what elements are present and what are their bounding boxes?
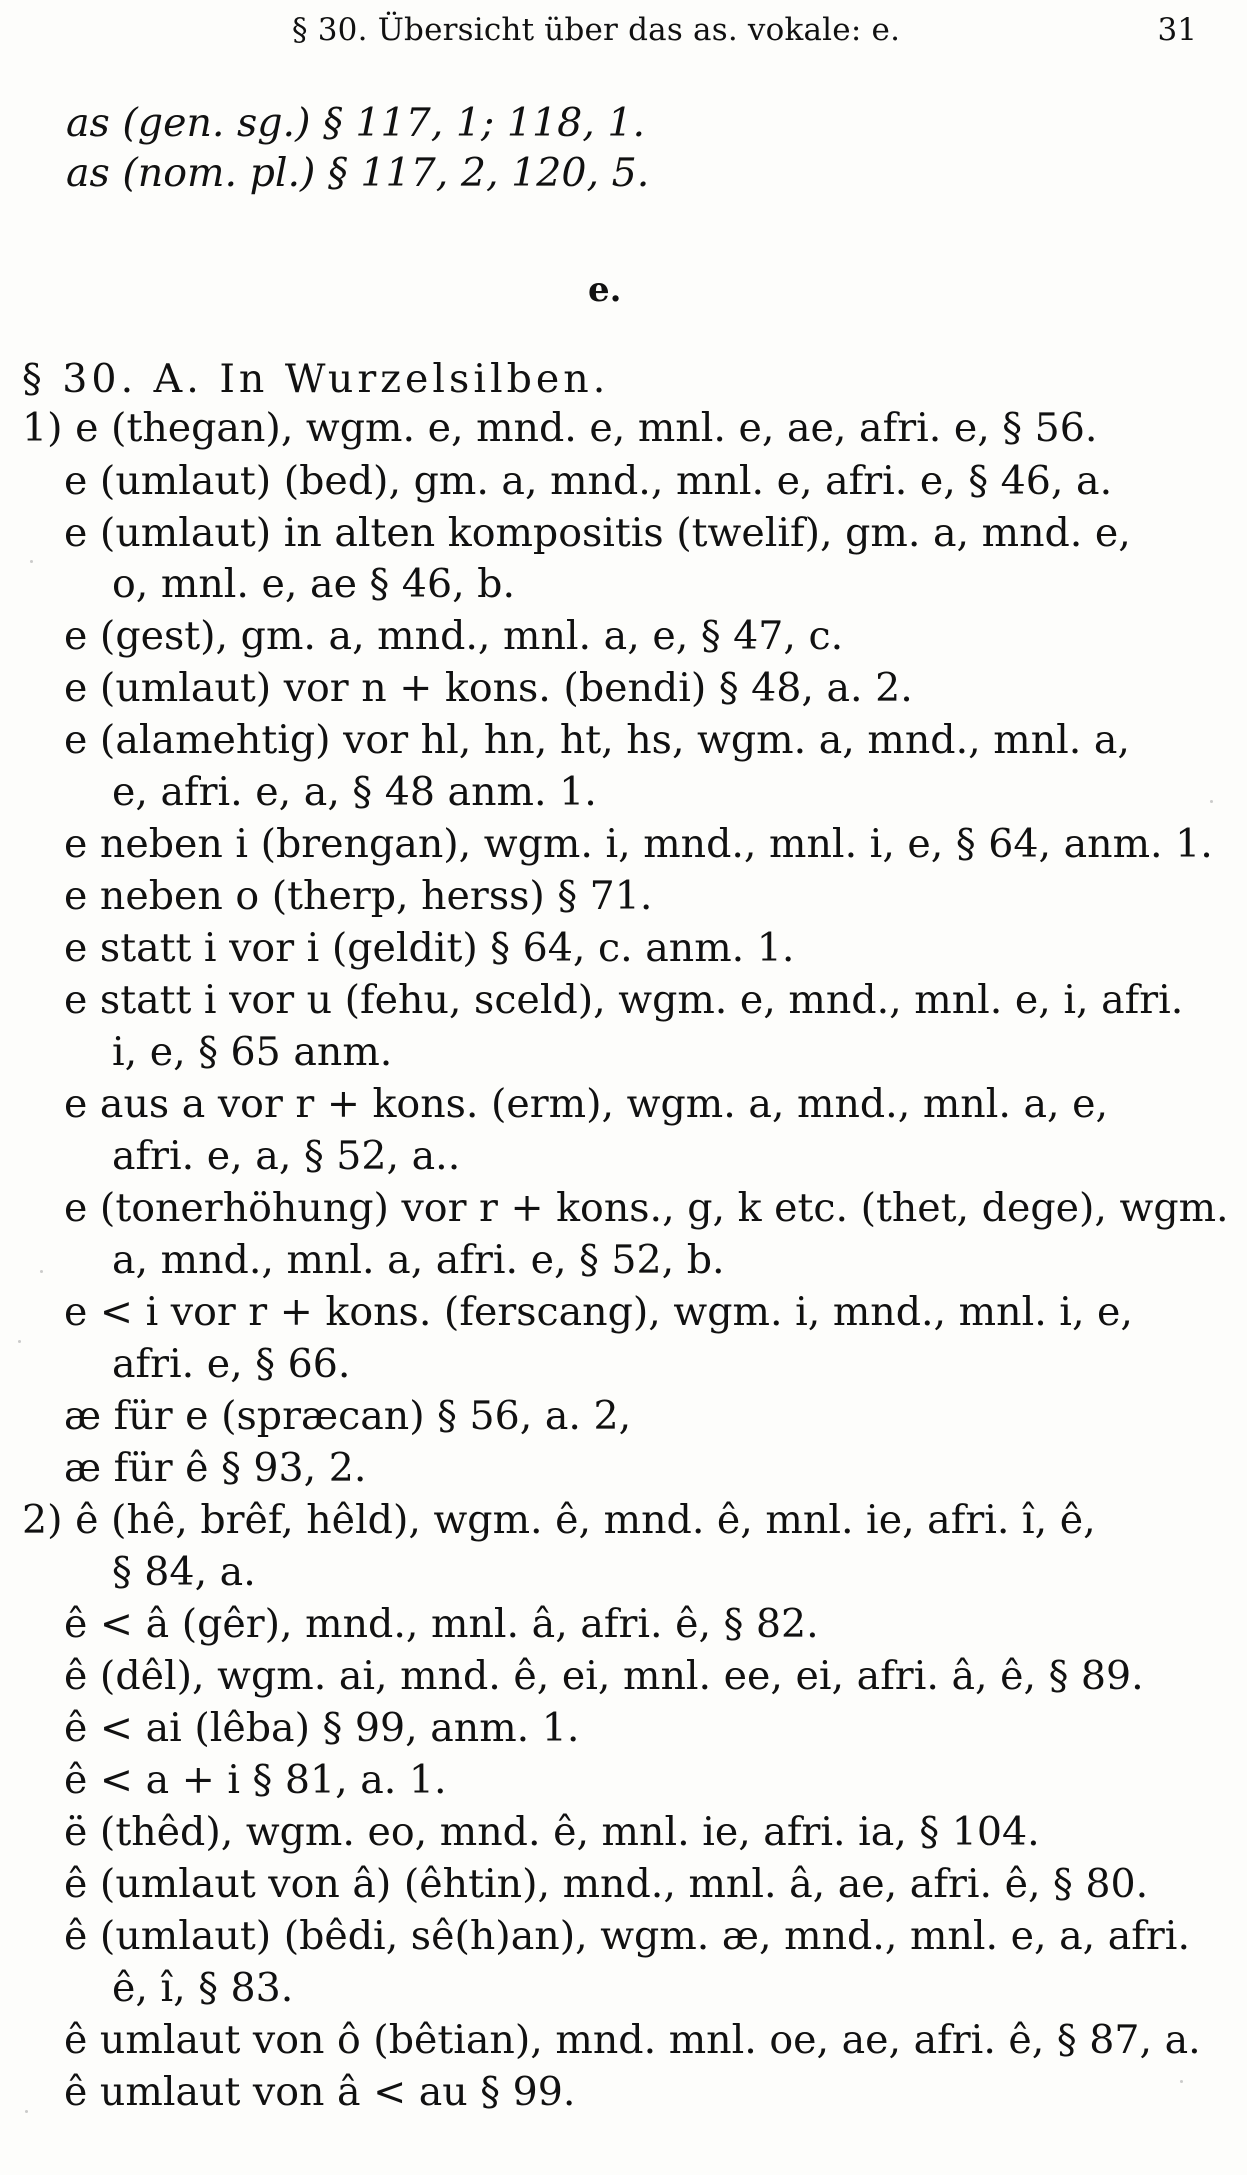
text-line: e statt i vor i (geldit) § 64, c. anm. 1. bbox=[64, 925, 795, 971]
text-line: ê, î, § 83. bbox=[112, 1965, 294, 2011]
text-line: ê (umlaut von â) (êhtin), mnd., mnl. â, ae, afri. ê, § 80. bbox=[64, 1861, 1149, 1907]
text-line: 1) e (thegan), wgm. e, mnd. e, mnl. e, ae, afri. e, § 56. bbox=[22, 405, 1098, 451]
text-line: ê umlaut von â < au § 99. bbox=[64, 2069, 576, 2115]
text-line: 2) ê (hê, brêf, hêld), wgm. ê, mnd. ê, mnl. ie, afri. î, ê, bbox=[22, 1497, 1096, 1543]
text-line: i, e, § 65 anm. bbox=[112, 1029, 393, 1075]
text-line: a, mnd., mnl. a, afri. e, § 52, b. bbox=[112, 1237, 725, 1283]
text-line: e statt i vor u (fehu, sceld), wgm. e, mnd., mnl. e, i, afri. bbox=[64, 977, 1184, 1023]
text-line: ê < â (gêr), mnd., mnl. â, afri. ê, § 82. bbox=[64, 1601, 819, 1647]
section-letter: e. bbox=[588, 270, 622, 310]
running-title: § 30. Übersicht über das as. vokale: e. bbox=[292, 12, 901, 48]
scan-speck bbox=[1180, 2080, 1183, 2083]
text-line: ê (umlaut) (bêdi, sê(h)an), wgm. æ, mnd., mnl. e, a, afri. bbox=[64, 1913, 1191, 1959]
section-heading: § 30. A. In Wurzelsilben. bbox=[22, 356, 610, 402]
text-line: e (umlaut) vor n + kons. (bendi) § 48, a. 2. bbox=[64, 665, 913, 711]
scan-speck bbox=[18, 1340, 21, 1343]
text-line: e neben o (therp, herss) § 71. bbox=[64, 873, 653, 919]
scan-speck bbox=[1210, 800, 1213, 803]
scan-speck bbox=[30, 560, 33, 563]
text-line: æ für e (spræcan) § 56, a. 2, bbox=[64, 1393, 632, 1439]
text-line: e (tonerhöhung) vor r + kons., g, k etc. (thet, dege), wgm. bbox=[64, 1185, 1229, 1231]
text-line: e aus a vor r + kons. (erm), wgm. a, mnd., mnl. a, e, bbox=[64, 1081, 1109, 1127]
scan-speck bbox=[40, 1270, 43, 1273]
text-line: e (umlaut) in alten kompositis (twelif), gm. a, mnd. e, bbox=[64, 510, 1131, 556]
text-line: ê umlaut von ô (bêtian), mnd. mnl. oe, ae, afri. ê, § 87, a. bbox=[64, 2017, 1201, 2063]
text-line: as (nom. pl.) § 117, 2, 120, 5. bbox=[66, 150, 650, 196]
text-line: ê < a + i § 81, a. 1. bbox=[64, 1757, 447, 1803]
text-line: as (gen. sg.) § 117, 1; 118, 1. bbox=[66, 100, 646, 146]
text-line: afri. e, a, § 52, a.. bbox=[112, 1133, 461, 1179]
text-line: e neben i (brengan), wgm. i, mnd., mnl. i, e, § 64, anm. 1. bbox=[64, 821, 1213, 867]
scan-speck bbox=[25, 2110, 28, 2113]
text-line: e (gest), gm. a, mnd., mnl. a, e, § 47, c. bbox=[64, 613, 844, 659]
page-number: 31 bbox=[1157, 12, 1197, 48]
text-line: § 84, a. bbox=[112, 1549, 256, 1595]
text-line: afri. e, § 66. bbox=[112, 1341, 351, 1387]
text-line: o, mnl. e, ae § 46, b. bbox=[112, 561, 516, 607]
text-line: ê < ai (lêba) § 99, anm. 1. bbox=[64, 1705, 580, 1751]
text-line: æ für ê § 93, 2. bbox=[64, 1445, 367, 1491]
text-line: e (umlaut) (bed), gm. a, mnd., mnl. e, afri. e, § 46, a. bbox=[64, 458, 1113, 504]
text-line: ë (thêd), wgm. eo, mnd. ê, mnl. ie, afri. ia, § 104. bbox=[64, 1809, 1040, 1855]
text-line: ê (dêl), wgm. ai, mnd. ê, ei, mnl. ee, ei, afri. â, ê, § 89. bbox=[64, 1653, 1144, 1699]
text-line: e, afri. e, a, § 48 anm. 1. bbox=[112, 769, 597, 815]
page-header bbox=[0, 8, 1247, 56]
text-line: e < i vor r + kons. (ferscang), wgm. i, mnd., mnl. i, e, bbox=[64, 1289, 1133, 1335]
text-line: e (alamehtig) vor hl, hn, ht, hs, wgm. a, mnd., mnl. a, bbox=[64, 717, 1130, 763]
